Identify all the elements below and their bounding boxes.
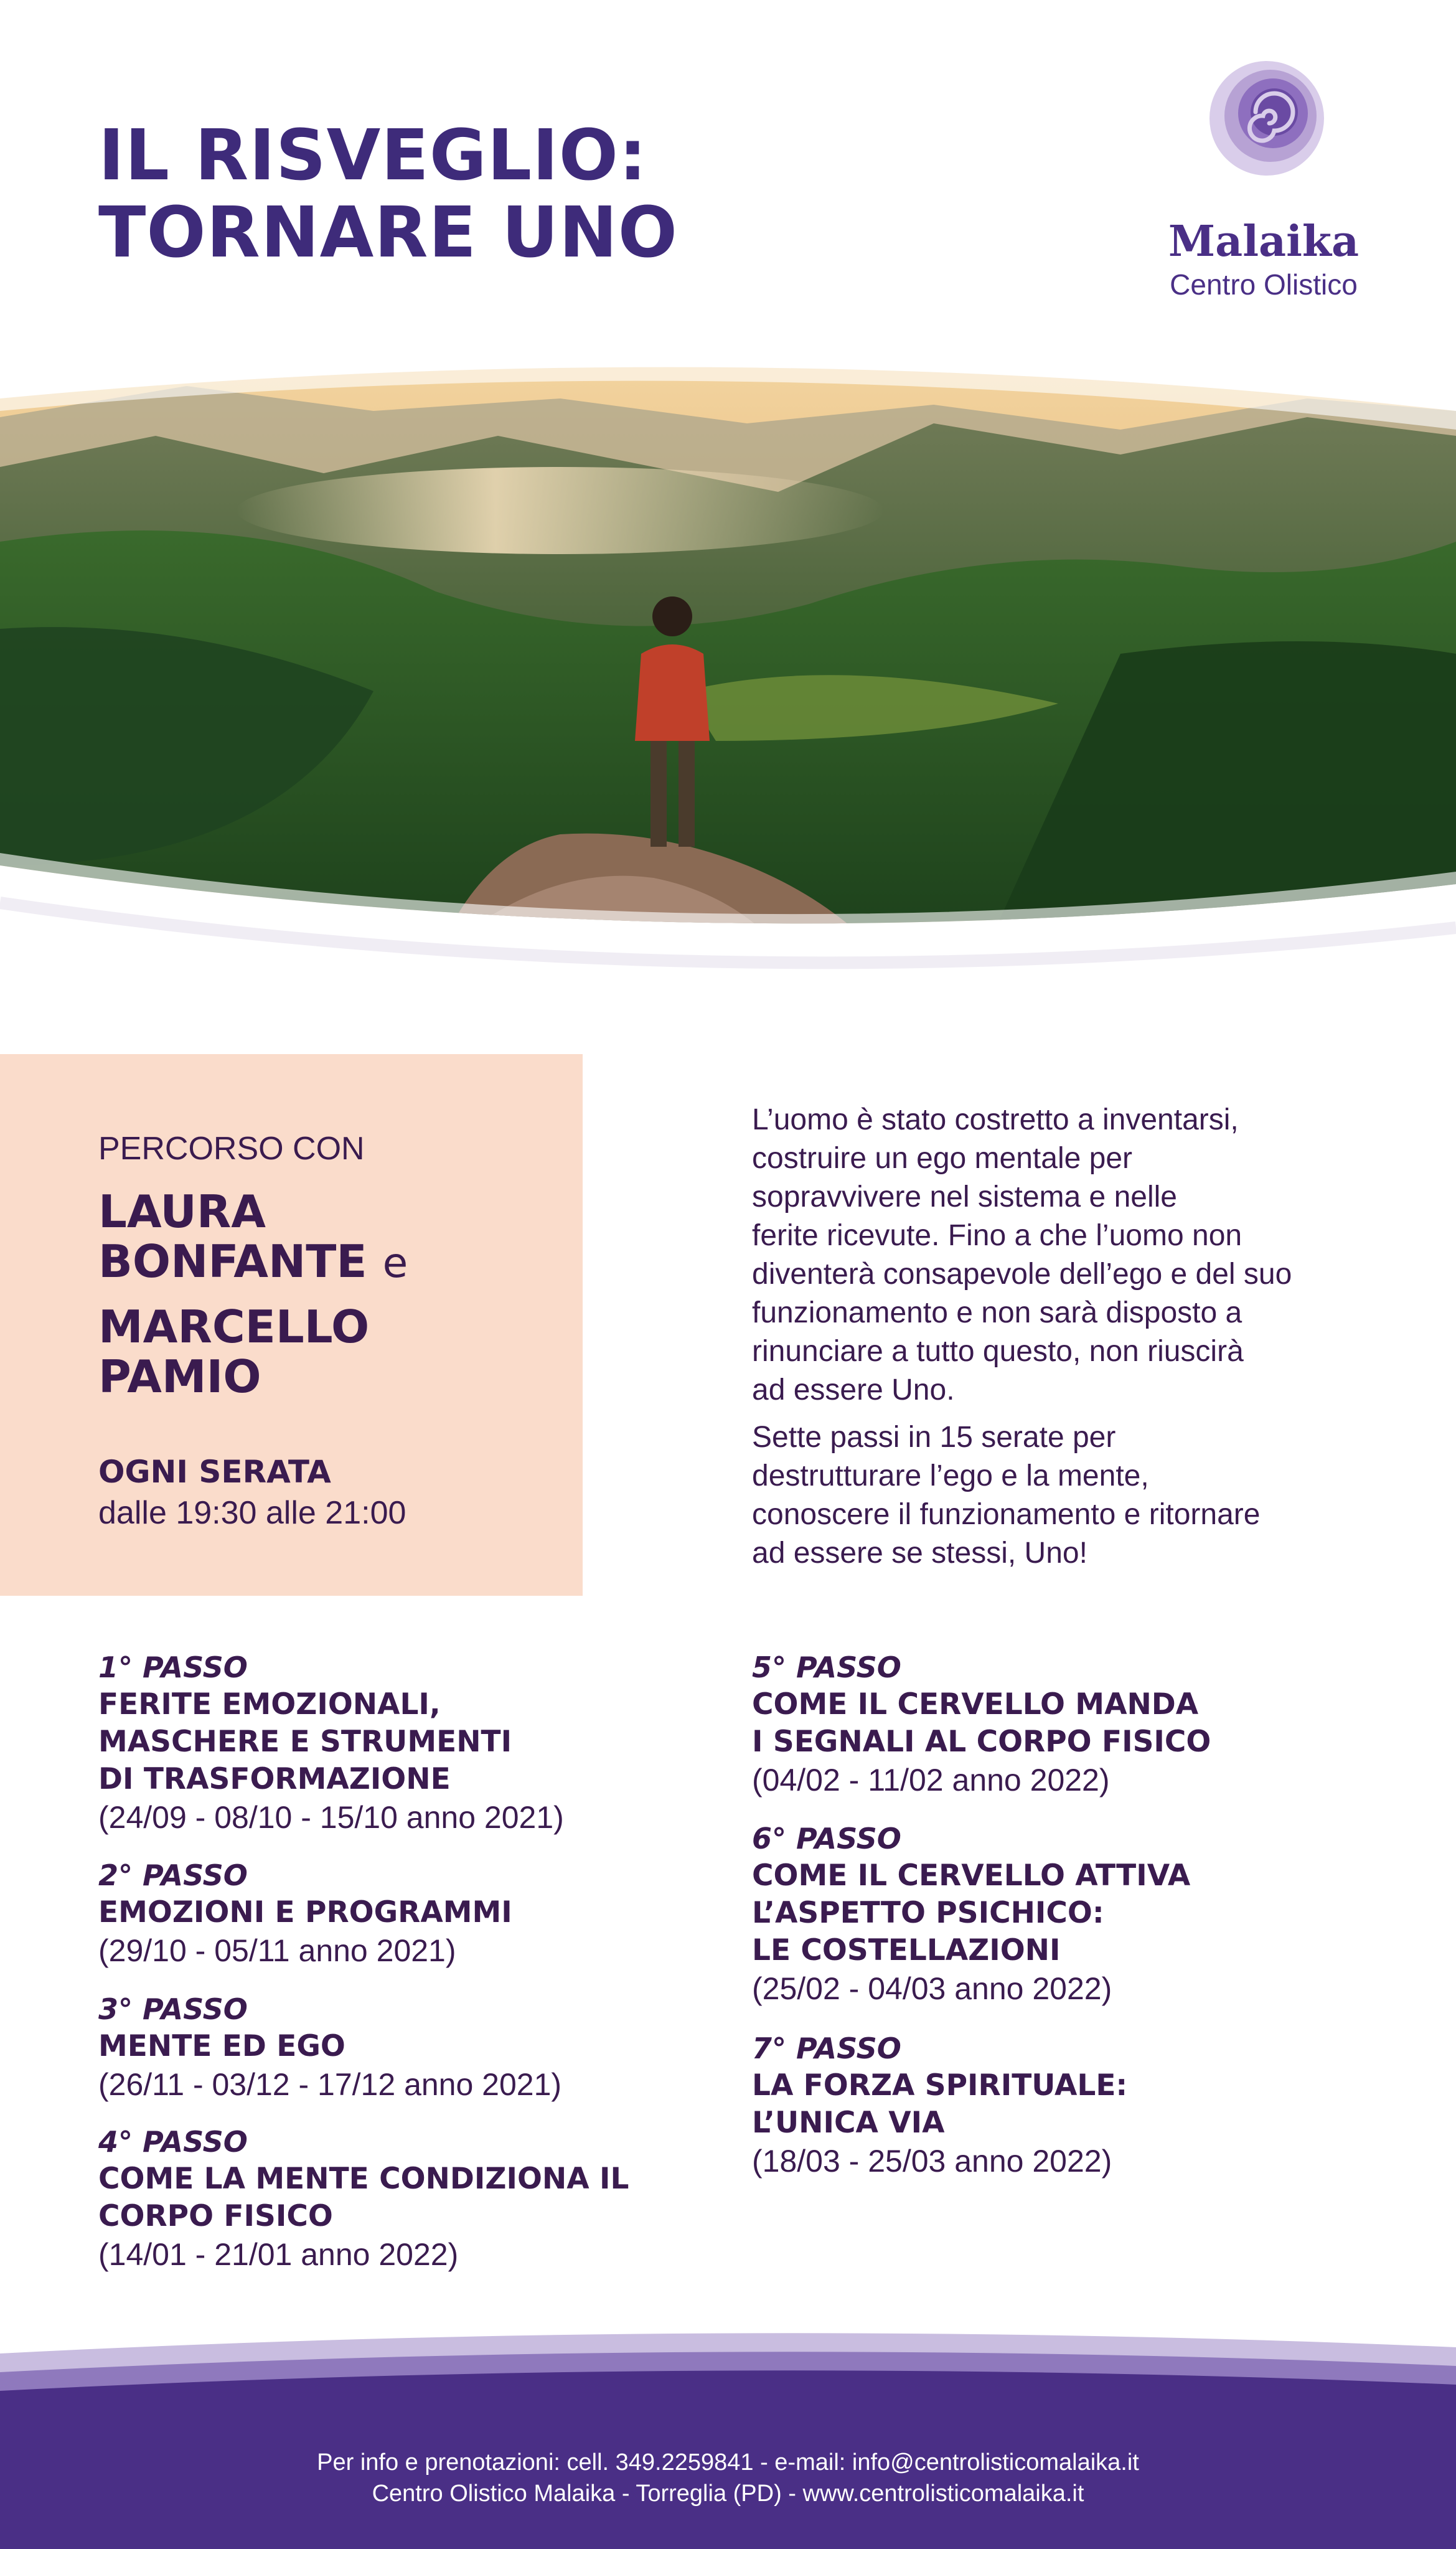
host2-first-name: MARCELLO — [98, 1301, 370, 1353]
step-1 — [98, 1649, 564, 1837]
step-dates: (04/02 - 11/02 anno 2022) — [752, 1763, 1110, 1797]
footer-address: Centro Olistico Malaika - Torreglia (PD) - www.centrolisticomalaika.it — [372, 2481, 1084, 2507]
description-line: ad essere Uno. — [752, 1373, 955, 1406]
step-title: COME IL CERVELLO MANDA — [752, 1687, 1199, 1722]
step-number: 3° PASSO — [98, 1992, 248, 2026]
step-title: DI TRASFORMAZIONE — [98, 1762, 451, 1796]
footer-wave-background — [0, 2329, 1456, 2549]
description-paragraph-1 — [752, 1101, 1374, 1410]
schedule-label: OGNI SERATA — [98, 1454, 331, 1490]
description-paragraph-2 — [752, 1418, 1374, 1573]
step-title: CORPO FISICO — [98, 2199, 333, 2233]
step-4 — [98, 2123, 629, 2274]
schedule-time: dalle 19:30 alle 21:00 — [98, 1495, 406, 1531]
host-conjunction: e — [382, 1239, 408, 1287]
title-line-2: TORNARE UNO — [98, 192, 678, 273]
page-title — [98, 117, 678, 271]
logo-name: Malaika — [1168, 217, 1360, 266]
title-line-1: IL RISVEGLIO: — [98, 115, 647, 196]
description-line: diventerà consapevole dell’ego e del suo — [752, 1258, 1292, 1291]
logo-subtitle: Centro Olistico — [1170, 268, 1358, 301]
description-line: L’uomo è stato costretto a inventarsi, — [752, 1103, 1239, 1136]
step-title: LE COSTELLAZIONI — [752, 1933, 1061, 1967]
step-dates: (29/10 - 05/11 anno 2021) — [98, 1933, 456, 1968]
step-title: I SEGNALI AL CORPO FISICO — [752, 1725, 1211, 1759]
step-title: LA FORZA SPIRITUALE: — [752, 2068, 1128, 2103]
step-7 — [752, 2030, 1127, 2180]
step-5 — [752, 1649, 1211, 1799]
description-line: destrutturare l’ego e la mente, — [752, 1459, 1149, 1492]
step-title: EMOZIONI E PROGRAMMI — [98, 1895, 512, 1929]
mountain-landscape-image — [0, 305, 1456, 1027]
footer-contact: Per info e prenotazioni: cell. 349.2259841 - e-mail: info@centrolisticomalaika.it — [317, 2449, 1139, 2476]
step-number: 1° PASSO — [98, 1651, 248, 1684]
step-2 — [98, 1857, 512, 1970]
step-title: L’ASPETTO PSICHICO: — [752, 1896, 1104, 1930]
step-dates: (14/01 - 21/01 anno 2022) — [98, 2237, 459, 2272]
step-number: 4° PASSO — [98, 2125, 248, 2159]
step-number: 2° PASSO — [98, 1859, 248, 1892]
description-line: ferite ricevute. Fino a che l’uomo non — [752, 1219, 1242, 1252]
step-dates: (18/03 - 25/03 anno 2022) — [752, 2144, 1112, 2179]
step-6 — [752, 1820, 1190, 2008]
step-3 — [98, 1991, 561, 2104]
description-line: sopravvivere nel sistema e nelle — [752, 1180, 1177, 1213]
step-title: COME IL CERVELLO ATTIVA — [752, 1859, 1191, 1893]
step-number: 7° PASSO — [752, 2032, 901, 2065]
host2-last-name: PAMIO — [98, 1350, 261, 1403]
step-dates: (24/09 - 08/10 - 15/10 anno 2021) — [98, 1800, 564, 1835]
step-dates: (26/11 - 03/12 - 17/12 anno 2021) — [98, 2067, 562, 2102]
description-line: costruire un ego mentale per — [752, 1142, 1133, 1175]
step-title: COME LA MENTE CONDIZIONA IL — [98, 2162, 629, 2196]
host1-first-name: LAURA — [98, 1185, 266, 1238]
description-line: ad essere se stessi, Uno! — [752, 1537, 1087, 1570]
description-line: funzionamento e non sarà disposto a — [752, 1296, 1242, 1329]
step-title: MENTE ED EGO — [98, 2029, 345, 2063]
description-line: Sette passi in 15 serate per — [752, 1421, 1116, 1454]
step-title: MASCHERE E STRUMENTI — [98, 1725, 512, 1759]
course-intro: PERCORSO CON — [98, 1131, 365, 1167]
step-number: 5° PASSO — [752, 1651, 901, 1684]
step-dates: (25/02 - 04/03 anno 2022) — [752, 1971, 1112, 2006]
host1-last-name: BONFANTE — [98, 1235, 367, 1288]
step-number: 6° PASSO — [752, 1822, 901, 1855]
step-title: FERITE EMOZIONALI, — [98, 1687, 441, 1722]
description-line: conoscere il funzionamento e ritornare — [752, 1498, 1261, 1531]
description-line: rinunciare a tutto questo, non riuscirà — [752, 1335, 1244, 1368]
step-title: L’UNICA VIA — [752, 2106, 945, 2140]
malaika-logo — [1158, 56, 1382, 305]
host1-last-name-line — [98, 1236, 408, 1289]
spiral-logo-icon — [1205, 56, 1329, 181]
